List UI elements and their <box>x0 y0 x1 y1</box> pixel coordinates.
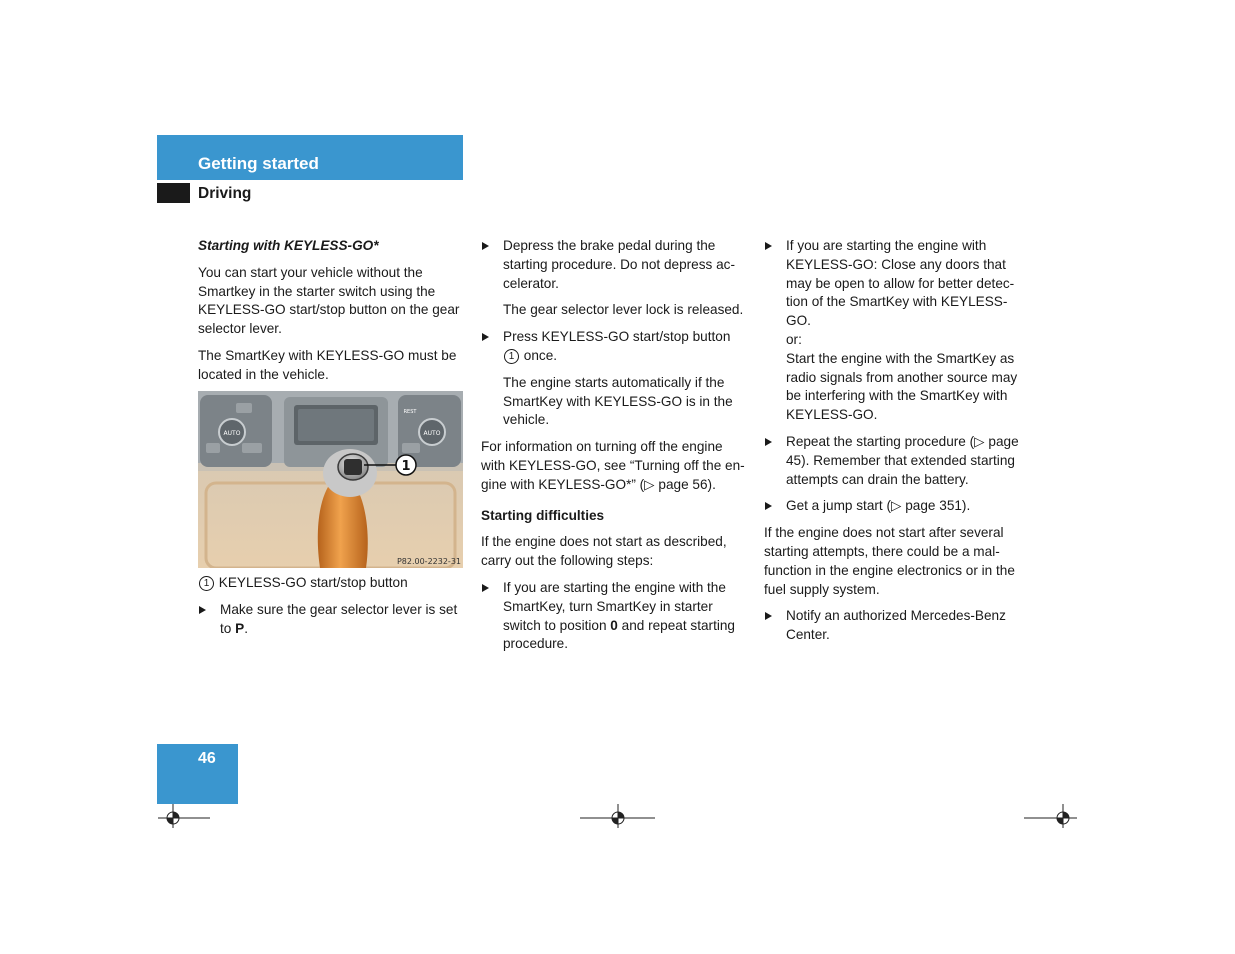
note-text: The engine starts automatically if the SmartKey with KEYLESS-GO is in the vehicle. <box>503 374 733 428</box>
bullet-text: Depress the brake pedal during the starting procedure. Do not depress ac-celerator. <box>503 238 735 291</box>
bullet-item <box>481 237 747 293</box>
bullet-item <box>481 579 747 654</box>
figure-caption <box>198 574 464 593</box>
bullet-text-alt: Start the engine with the SmartKey as radio signals from another source may be interfering with the SmartKey with KEYLESS-GO. <box>786 350 1018 423</box>
switch-position: 0 <box>610 617 618 633</box>
bullet-text-end: . <box>244 620 248 636</box>
auto-label-right: AUTO <box>423 430 441 437</box>
bullet-text: Repeat the starting procedure (▷ page 45). Remember that extended starting attempts can drain the battery. <box>786 433 1019 487</box>
bullet-item <box>764 497 1030 516</box>
note-text: The gear selector lever lock is released. <box>503 302 744 318</box>
paragraph: You can start your vehicle without the Smartkey in the starter switch using the KEYLESS-GO start/stop button on the gear selector lever. <box>198 264 460 337</box>
keyless-go-figure <box>198 391 463 568</box>
bullet-text: If you are starting the engine with the SmartKey, turn SmartKey in starter switch to position <box>503 579 726 633</box>
subsection-title: Driving <box>198 185 252 202</box>
bullet-triangle-icon <box>765 242 772 250</box>
figure-ref-code: P82.00-2232-31 <box>396 557 461 566</box>
section-title: Getting started <box>198 154 319 173</box>
gear-position: P <box>235 620 245 636</box>
paragraph: The SmartKey with KEYLESS-GO must be located in the vehicle. <box>198 347 457 382</box>
bullet-triangle-icon <box>482 333 489 341</box>
caption-text: KEYLESS-GO start/stop button <box>218 575 408 590</box>
registration-mark-icon <box>158 804 212 828</box>
bullet-text: Press KEYLESS-GO start/stop button <box>503 329 731 345</box>
bullet-text: Notify an authorized Mercedes-Benz Center. <box>786 608 1006 643</box>
paragraph: If the engine does not start after several starting attempts, there could be a mal-function in the engine electronics or in the fuel supply system. <box>764 525 1015 597</box>
rest-label-right: REST <box>403 409 417 415</box>
bullet-triangle-icon <box>765 502 772 510</box>
registration-mark-icon <box>1024 804 1078 828</box>
bullet-triangle-icon <box>482 584 489 592</box>
bullet-item <box>481 328 747 366</box>
paragraph: For information on turning off the engine with KEYLESS-GO, see “Turning off the en-gine with KEYLESS-GO*” (▷ page 56). <box>481 439 745 492</box>
paragraph: If the engine does not start as described, carry out the following steps: <box>481 534 727 569</box>
bullet-item <box>764 433 1030 489</box>
bullet-triangle-icon <box>199 606 206 614</box>
column-2 <box>481 237 747 662</box>
bullet-triangle-icon <box>765 438 772 446</box>
page-number: 46 <box>198 750 216 767</box>
bullet-item <box>198 601 464 639</box>
column-3 <box>764 237 1030 653</box>
bullet-item <box>764 237 1030 425</box>
subsection-marker <box>157 183 190 203</box>
registration-mark-icon <box>580 804 656 828</box>
bullet-triangle-icon <box>765 612 772 620</box>
section-heading: Starting with KEYLESS-GO* <box>198 238 379 253</box>
section-heading: Starting difficulties <box>481 507 605 523</box>
bullet-text-end: once. <box>520 347 558 363</box>
column-1-below-figure <box>198 574 464 646</box>
callout-number: 1 <box>401 459 411 474</box>
auto-label-left: AUTO <box>223 430 241 437</box>
bullet-text: Make sure the gear selector lever is set to <box>220 601 458 636</box>
bullet-text: Get a jump start (▷ page 351). <box>786 498 971 514</box>
callout-marker: 1 <box>504 349 519 364</box>
bullet-item <box>764 607 1030 645</box>
bullet-triangle-icon <box>482 242 489 250</box>
callout-marker: 1 <box>199 576 214 591</box>
column-1 <box>198 237 464 393</box>
bullet-text-end: and repeat starting procedure. <box>503 617 735 652</box>
bullet-text: If you are starting the engine with KEYLESS-GO: Close any doors that may be open to allow for better detec-tion of the SmartKey with KEYLESS-GO. <box>786 238 1015 329</box>
bullet-or: or: <box>786 331 802 347</box>
